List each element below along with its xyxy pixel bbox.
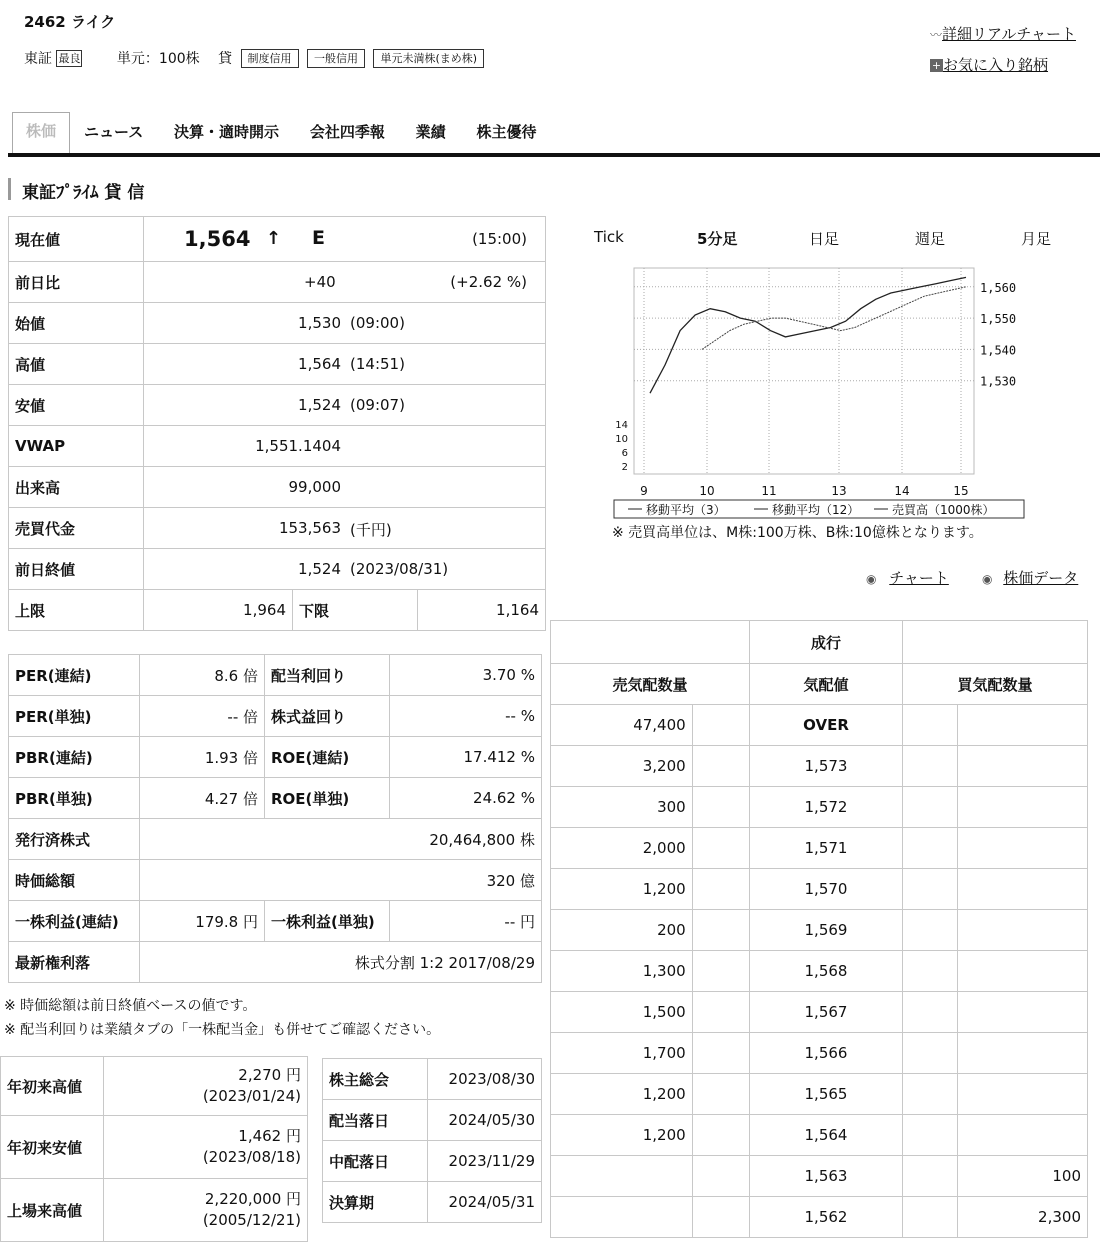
event-label: 配当落日 xyxy=(323,1100,428,1141)
buy-spacer xyxy=(903,869,958,910)
order-book-table xyxy=(550,620,1088,1238)
tab-stock-price-label: 株価 xyxy=(25,122,56,140)
sell-spacer xyxy=(692,951,749,992)
turnover-value: 153,563 xyxy=(278,519,341,537)
quote-price: 1,569 xyxy=(750,910,903,951)
quote-price: 1,571 xyxy=(750,828,903,869)
rights-label: 最新権利落 xyxy=(9,942,140,983)
event-label: 決算期 xyxy=(323,1182,428,1223)
quote-price: 1,565 xyxy=(750,1074,903,1115)
price-axis xyxy=(980,281,1016,389)
quote-price: 1,567 xyxy=(750,992,903,1033)
listed-high-label: 上場来高値 xyxy=(1,1179,104,1242)
chart-note: ※ 売買高単位は、M株:100万株、B株:10億株となります。 xyxy=(612,525,983,541)
order-book-row xyxy=(551,746,1088,787)
market-badge: 最良 xyxy=(58,52,81,65)
sell-qty xyxy=(551,1156,693,1197)
eps-consolidated-label: 一株利益(連結) xyxy=(9,901,140,942)
eps-standalone-label: 一株利益(単独) xyxy=(265,901,390,942)
x-tick-label: 11 xyxy=(761,484,777,498)
tab-stock-price[interactable] xyxy=(12,112,70,153)
prev-close-value: 1,524 xyxy=(298,560,341,578)
chart-link-text[interactable]: チャート xyxy=(889,569,949,587)
buy-spacer xyxy=(903,828,958,869)
quote-price: 1,570 xyxy=(750,869,903,910)
current-price-cell xyxy=(144,217,546,262)
metric-label: PER(連結) xyxy=(9,655,140,696)
order-book-empty xyxy=(903,621,1088,664)
sell-spacer xyxy=(692,1197,749,1238)
sell-spacer xyxy=(692,787,749,828)
volume-label: 出来高 xyxy=(9,467,144,508)
stock-code-name: 2462 ライク xyxy=(24,13,116,31)
turnover-unit: (千円) xyxy=(350,521,392,539)
buy-spacer xyxy=(903,746,958,787)
market-order-label: 成行 xyxy=(750,621,903,664)
low-cell xyxy=(144,385,546,426)
buy-qty xyxy=(958,910,1088,951)
quote-table xyxy=(8,216,546,631)
order-book-empty xyxy=(551,621,750,664)
prev-close-date: (2023/08/31) xyxy=(350,560,449,578)
upper-label: 上限 xyxy=(9,590,144,631)
note-dividend: ※ 配当利回りは業績タブの「一株配当金」も併せてご確認ください。 xyxy=(4,1022,441,1038)
realtime-chart-link-text[interactable]: 詳細リアルチャート xyxy=(942,25,1076,43)
sell-spacer xyxy=(692,910,749,951)
order-book-row xyxy=(551,1033,1088,1074)
chart-link[interactable] xyxy=(866,567,949,588)
legend-label: 移動平均（3） xyxy=(646,503,726,517)
eps-consolidated-value: 179.8 円 xyxy=(140,901,265,942)
sell-qty: 2,000 xyxy=(551,828,693,869)
metric-label: ROE(単独) xyxy=(265,778,390,819)
event-label: 中配落日 xyxy=(323,1141,428,1182)
yearly-low-cell xyxy=(104,1116,308,1179)
sell-spacer xyxy=(692,869,749,910)
legend-label: 移動平均（12） xyxy=(772,503,860,517)
wave-icon: 〰 xyxy=(930,28,943,42)
change-pct: (+2.62 %) xyxy=(450,273,527,291)
yearly-high-value: 2,270 円 xyxy=(238,1066,301,1084)
favorite-link[interactable] xyxy=(930,54,1048,75)
event-value: 2023/08/30 xyxy=(428,1059,542,1100)
section-title: 東証ﾌﾟﾗｲﾑ 貸 信 xyxy=(22,183,145,203)
price-data-link[interactable] xyxy=(982,567,1078,588)
metric-value: 8.6 倍 xyxy=(140,655,265,696)
turnover-label: 売買代金 xyxy=(9,508,144,549)
order-book-row xyxy=(551,910,1088,951)
volume-tick-label: 6 xyxy=(621,448,628,459)
bullet-icon: ◉ xyxy=(982,572,993,586)
tab-divider xyxy=(8,153,1100,157)
current-price-value: 1,564 xyxy=(184,227,251,251)
open-label: 始値 xyxy=(9,303,144,344)
note-market-cap: ※ 時価総額は前日終値ベースの値です。 xyxy=(4,998,257,1014)
x-tick-label: 13 xyxy=(831,484,847,498)
price-header: 気配値 xyxy=(750,664,903,705)
buy-qty: 100 xyxy=(958,1156,1088,1197)
sell-qty: 1,200 xyxy=(551,869,693,910)
metric-label: PER(単独) xyxy=(9,696,140,737)
sell-spacer xyxy=(692,1115,749,1156)
turnover-cell xyxy=(144,508,546,549)
order-book-row xyxy=(551,1074,1088,1115)
open-time: (09:00) xyxy=(350,314,405,332)
price-flag: E xyxy=(312,227,325,249)
high-cell xyxy=(144,344,546,385)
change-cell xyxy=(144,262,546,303)
quote-price: 1,568 xyxy=(750,951,903,992)
tab-performance[interactable]: 業績 xyxy=(415,123,446,141)
buy-spacer xyxy=(903,1156,958,1197)
listed-high-value: 2,220,000 円 xyxy=(204,1190,301,1208)
open-cell xyxy=(144,303,546,344)
sell-qty-header: 売気配数量 xyxy=(551,664,750,705)
buy-qty xyxy=(958,787,1088,828)
buy-spacer xyxy=(903,1115,958,1156)
buy-qty xyxy=(958,1115,1088,1156)
buy-spacer xyxy=(903,1033,958,1074)
shares-label: 発行済株式 xyxy=(9,819,140,860)
vwap-value: 1,551.1404 xyxy=(255,437,341,455)
tab-shikiho[interactable]: 会社四季報 xyxy=(309,123,385,141)
y-tick-label: 1,530 xyxy=(980,374,1017,389)
change-label: 前日比 xyxy=(9,262,144,303)
buy-qty xyxy=(958,1033,1088,1074)
quote-price: 1,562 xyxy=(750,1197,903,1238)
x-tick-label: 15 xyxy=(953,484,969,498)
tab-disclosure[interactable]: 決算・適時開示 xyxy=(174,123,280,141)
yearly-high-cell xyxy=(104,1057,308,1116)
favorite-link-text[interactable]: お気に入り銘柄 xyxy=(943,56,1049,74)
sell-qty: 1,700 xyxy=(551,1033,693,1074)
sell-qty: 300 xyxy=(551,787,693,828)
buy-spacer xyxy=(903,1197,958,1238)
order-book-row xyxy=(551,1115,1088,1156)
buy-spacer xyxy=(903,992,958,1033)
buy-spacer xyxy=(903,1074,958,1115)
metric-value: 1.93 倍 xyxy=(140,737,265,778)
unit-label: 単元：100株 xyxy=(116,51,200,67)
sell-spacer xyxy=(692,1156,749,1197)
prev-close-cell xyxy=(144,549,546,590)
volume-tick-label: 14 xyxy=(615,420,628,431)
chart-tab-monthly[interactable]: 月足 xyxy=(1021,230,1052,248)
sell-spacer xyxy=(692,1074,749,1115)
tag-margin-system: 制度信用 xyxy=(241,49,299,68)
events-table xyxy=(322,1058,542,1223)
buy-spacer xyxy=(903,910,958,951)
buy-spacer xyxy=(903,787,958,828)
y-tick-label: 1,550 xyxy=(980,312,1017,327)
realtime-chart-link[interactable] xyxy=(930,23,1076,44)
metric-value: -- % xyxy=(390,696,542,737)
order-book-row xyxy=(551,828,1088,869)
open-value: 1,530 xyxy=(298,314,341,332)
order-book-row xyxy=(551,1197,1088,1238)
buy-qty xyxy=(958,746,1088,787)
quote-price: 1,566 xyxy=(750,1033,903,1074)
high-value: 1,564 xyxy=(298,355,341,373)
volume-tick-label: 2 xyxy=(621,462,628,473)
order-book-row xyxy=(551,787,1088,828)
buy-qty-header: 買気配数量 xyxy=(903,664,1088,705)
yearly-high-label: 年初来高値 xyxy=(1,1057,104,1116)
market-label: 東証 xyxy=(24,51,52,67)
buy-spacer xyxy=(903,951,958,992)
quote-price: 1,563 xyxy=(750,1156,903,1197)
low-time: (09:07) xyxy=(350,396,405,414)
sell-spacer xyxy=(692,992,749,1033)
buy-qty: 2,300 xyxy=(958,1197,1088,1238)
tag-odd-lot: 単元未満株(まめ株) xyxy=(373,49,484,68)
y-tick-label: 1,560 xyxy=(980,280,1017,295)
listed-high-date: (2005/12/21) xyxy=(202,1211,301,1229)
market-cap-value: 320 億 xyxy=(140,860,542,901)
event-value: 2023/11/29 xyxy=(428,1141,542,1182)
sell-qty xyxy=(551,1197,693,1238)
quote-price: 1,564 xyxy=(750,1115,903,1156)
up-arrow-icon: ↑ xyxy=(266,228,282,249)
plot-area xyxy=(634,268,974,474)
event-value: 2024/05/31 xyxy=(428,1182,542,1223)
sell-qty: 1,200 xyxy=(551,1074,693,1115)
tab-bar xyxy=(84,121,562,142)
tag-margin-general: 一般信用 xyxy=(307,49,365,68)
event-value: 2024/05/30 xyxy=(428,1100,542,1141)
lower-label: 下限 xyxy=(293,590,418,631)
x-tick-label: 14 xyxy=(894,484,910,498)
listed-high-cell xyxy=(104,1179,308,1242)
buy-qty xyxy=(958,1074,1088,1115)
chart-tab-5min[interactable]: 5分足 xyxy=(697,230,738,248)
high-label: 高値 xyxy=(9,344,144,385)
current-price-label: 現在値 xyxy=(9,217,144,262)
bullet-icon: ◉ xyxy=(866,572,877,586)
metric-value: 3.70 % xyxy=(390,655,542,696)
lower-value: 1,164 xyxy=(418,590,546,631)
title-bar xyxy=(8,178,11,200)
eps-standalone-value: -- 円 xyxy=(390,901,542,942)
buy-qty xyxy=(958,705,1088,746)
metric-label: PBR(単独) xyxy=(9,778,140,819)
buy-qty xyxy=(958,869,1088,910)
metric-label: 配当利回り xyxy=(265,655,390,696)
metric-value: 24.62 % xyxy=(390,778,542,819)
metric-value: -- 倍 xyxy=(140,696,265,737)
volume-value: 99,000 xyxy=(288,478,341,496)
order-book-row xyxy=(551,992,1088,1033)
metric-label: ROE(連結) xyxy=(265,737,390,778)
order-book-row xyxy=(551,1156,1088,1197)
low-value: 1,524 xyxy=(298,396,341,414)
metrics-table xyxy=(8,654,542,983)
sell-qty: 3,200 xyxy=(551,746,693,787)
yearly-low-value: 1,462 円 xyxy=(238,1127,301,1145)
volume-tick-label: 10 xyxy=(615,434,628,445)
vwap-cell xyxy=(144,426,546,467)
rights-value: 株式分割 1:2 2017/08/29 xyxy=(140,942,542,983)
metric-label: 株式益回り xyxy=(265,696,390,737)
sell-spacer xyxy=(692,705,749,746)
tab-news[interactable]: ニュース xyxy=(84,123,144,141)
quote-price: OVER xyxy=(750,705,903,746)
low-label: 安値 xyxy=(9,385,144,426)
lend-label: 貸 xyxy=(218,51,233,67)
sell-spacer xyxy=(692,746,749,787)
chart-legend xyxy=(628,502,995,517)
x-tick-label: 10 xyxy=(699,484,715,498)
market-info xyxy=(24,48,484,68)
shares-value: 20,464,800 株 xyxy=(140,819,542,860)
buy-qty xyxy=(958,951,1088,992)
quote-price: 1,572 xyxy=(750,787,903,828)
sell-spacer xyxy=(692,828,749,869)
yearly-high-date: (2023/01/24) xyxy=(202,1087,301,1105)
yearly-low-label: 年初来安値 xyxy=(1,1116,104,1179)
chart-tab-tick[interactable]: Tick xyxy=(594,228,624,246)
yearly-table xyxy=(0,1056,308,1242)
sell-qty: 1,200 xyxy=(551,1115,693,1156)
chart-tab-daily[interactable]: 日足 xyxy=(809,230,840,248)
price-chart xyxy=(606,262,1036,522)
quote-price: 1,573 xyxy=(750,746,903,787)
y-tick-label: 1,540 xyxy=(980,343,1017,358)
sell-spacer xyxy=(692,1033,749,1074)
high-time: (14:51) xyxy=(350,355,405,373)
plus-icon: + xyxy=(931,59,942,72)
event-label: 株主総会 xyxy=(323,1059,428,1100)
sell-qty: 200 xyxy=(551,910,693,951)
x-tick-label: 9 xyxy=(640,484,648,498)
order-book-row xyxy=(551,869,1088,910)
order-book-row xyxy=(551,705,1088,746)
metric-label: PBR(連結) xyxy=(9,737,140,778)
time-axis xyxy=(640,484,968,498)
prev-close-label: 前日終値 xyxy=(9,549,144,590)
chart-tab-weekly[interactable]: 週足 xyxy=(915,230,946,248)
metric-value: 4.27 倍 xyxy=(140,778,265,819)
sell-qty: 47,400 xyxy=(551,705,693,746)
price-data-link-text[interactable]: 株価データ xyxy=(1003,569,1079,587)
volume-axis xyxy=(615,420,628,473)
buy-qty xyxy=(958,828,1088,869)
market-cap-label: 時価総額 xyxy=(9,860,140,901)
legend-label: 売買高（1000株） xyxy=(892,503,995,517)
vwap-label: VWAP xyxy=(9,426,144,467)
metric-value: 17.412 % xyxy=(390,737,542,778)
order-book-row xyxy=(551,951,1088,992)
upper-value: 1,964 xyxy=(144,590,293,631)
tab-benefits[interactable]: 株主優待 xyxy=(476,123,537,141)
yearly-low-date: (2023/08/18) xyxy=(202,1148,301,1166)
current-price-time: (15:00) xyxy=(472,230,527,248)
change-value: +40 xyxy=(304,273,336,291)
volume-cell xyxy=(144,467,546,508)
buy-spacer xyxy=(903,705,958,746)
buy-qty xyxy=(958,992,1088,1033)
sell-qty: 1,300 xyxy=(551,951,693,992)
sell-qty: 1,500 xyxy=(551,992,693,1033)
